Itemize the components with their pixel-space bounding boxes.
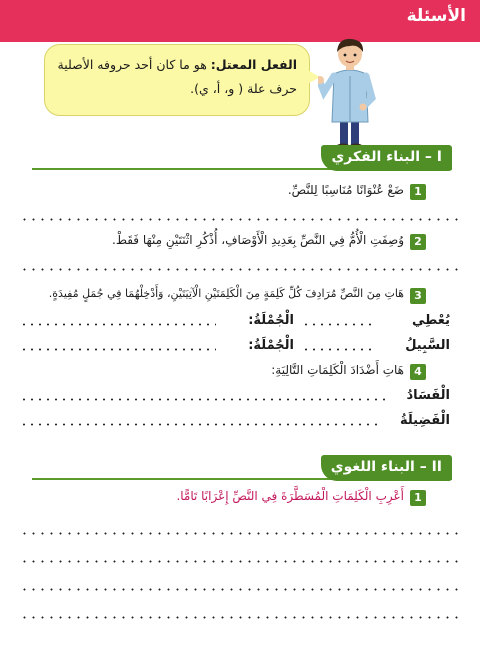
- antonym-answer-dots[interactable]: [20, 423, 380, 426]
- answer-line[interactable]: [20, 268, 460, 271]
- sentence-answer-dots[interactable]: [20, 323, 216, 326]
- answer-line[interactable]: [20, 218, 460, 221]
- answer-line[interactable]: [20, 616, 460, 619]
- question-number: 4: [410, 364, 426, 380]
- section1-tab: I – البناء الفكري: [321, 145, 452, 171]
- sentence-label: الْجُمْلَةُ:: [248, 313, 294, 328]
- question-text: وُصِفَتِ الْأُمُّ فِي النَّصِّ بِعَدِيدِ الْأَوْصَافِ، أُذْكُرِ اثْنَتَيْنِ مِنْهَا فَقَطْ.: [112, 233, 404, 247]
- header-bar: [0, 0, 480, 42]
- question-text: ضَعْ عُنْوَانًا مُنَاسِبًا لِلنَّصِّ.: [287, 183, 404, 197]
- antonym-answer-dots[interactable]: [20, 398, 388, 401]
- synonym-answer-dots[interactable]: [302, 323, 372, 326]
- antonym-word: الْفَسَادُ: [406, 388, 450, 403]
- synonym-word: السَّبِيلُ: [405, 338, 450, 353]
- synonym-answer-dots[interactable]: [302, 348, 372, 351]
- sentence-answer-dots[interactable]: [20, 348, 216, 351]
- question-text: هَاتِ أَضْدَادَ الْكَلِمَاتِ التَّالِيَةِ:: [271, 363, 404, 377]
- sentence-label: الْجُمْلَةُ:: [248, 338, 294, 353]
- question-text: أَعْرِبِ الْكَلِمَاتِ الْمُسَطَّرَةَ فِي النَّصِّ إِعْرَابًا تَامًّا.: [176, 489, 404, 503]
- question-text: هَاتِ مِنَ النَّصِّ مُرَادِفَ كُلِّ كَلِمَةٍ مِنَ الْكَلِمَتَيْنِ الْآتِيَتَيْنِ، وَأَدْخِلْهُمَا فِي جُمَلٍ مُفِيدَةٍ.: [48, 287, 404, 300]
- definition-bubble: [44, 44, 310, 116]
- page-title: الأسئلة: [406, 6, 466, 26]
- definition-term: الفعل المعتل:: [210, 57, 297, 72]
- question-number: 1: [410, 490, 426, 506]
- definition-line-1: هو ما كان أحد حروفه الأصلية: [57, 57, 207, 72]
- definition-line-2: حرف علة ( و، أ، ي).: [190, 81, 297, 96]
- question-number: 3: [410, 288, 426, 304]
- section2-tab: II – البناء اللغوي: [321, 455, 452, 481]
- answer-line[interactable]: [20, 588, 460, 591]
- answer-line[interactable]: [20, 560, 460, 563]
- synonym-word: يُعْطِي: [411, 313, 450, 328]
- teacher-character-illustration: [318, 34, 382, 152]
- answer-line[interactable]: [20, 532, 460, 535]
- question-number: 1: [410, 184, 426, 200]
- question-number: 2: [410, 234, 426, 250]
- antonym-word: الْفَضِيلَةُ: [399, 413, 450, 428]
